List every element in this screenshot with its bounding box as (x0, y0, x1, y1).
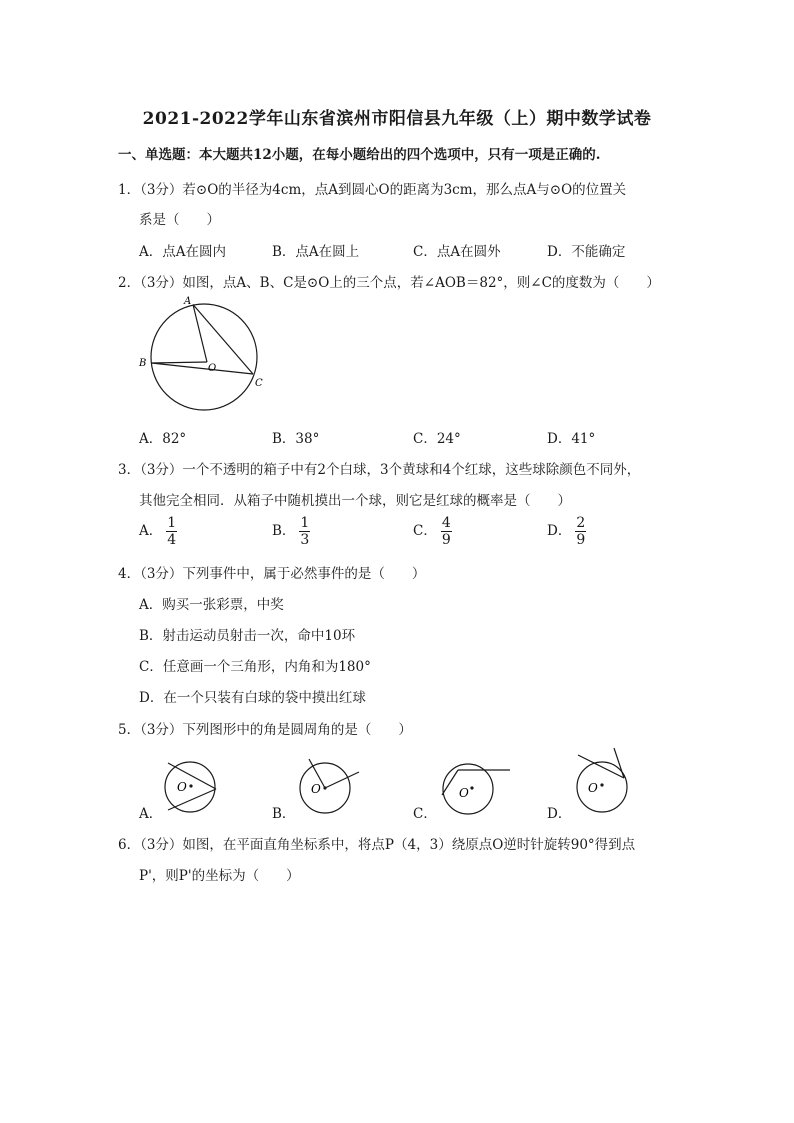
q5-option-c: C． (413, 806, 437, 822)
q2-segment-bc (152, 363, 254, 374)
q6-stem-line1: 6．（3分）如图，在平面直角坐标系中，将点P（4，3）绕原点O逆时针旋转90°得到点 (118, 837, 636, 853)
q4-stem: 4．（3分）下列事件中，属于必然事件的是（ ） (118, 566, 426, 582)
q3-option-c-fraction (441, 515, 452, 548)
q3-option-d-denominator: 9 (576, 532, 586, 548)
q3-option-c-denominator: 9 (441, 532, 451, 548)
q3-option-c (413, 515, 452, 548)
q1-option-c: C．点A在圆外 (413, 244, 501, 260)
q1-stem-line1: 1．（3分）若⊙O的半径为4cm，点A到圆心O的距离为3cm，那么点A与⊙O的位置关 (118, 182, 627, 198)
q3-option-c-label: C． (413, 523, 437, 539)
q2-circle-figure (132, 296, 272, 420)
q5-figure-b (293, 755, 365, 817)
q3-option-b-label: B． (272, 523, 296, 539)
q1-stem-line2: 系是（ ） (139, 212, 220, 228)
q3-stem-line1: 3．（3分）一个不透明的箱子中有2个白球，3个黄球和4个红球，这些球除颜色不同外， (118, 462, 641, 478)
q3-option-a-denominator: 4 (167, 532, 177, 548)
q3-stem-line2: 其他完全相同．从箱子中随机摸出一个球，则它是红球的概率是（ ） (139, 493, 571, 509)
q1-option-d: D．不能确定 (547, 244, 626, 260)
q3-option-d-numerator: 2 (576, 515, 586, 531)
q5-option-a: A． (139, 806, 163, 822)
q2-option-b: B．38° (272, 431, 320, 447)
q5-figure-d-label: O (588, 781, 598, 795)
q3-option-a-numerator: 1 (167, 515, 177, 531)
section-heading: 一、单选题：本大题共12小题，在每小题给出的四个选项中，只有一项是正确的. (118, 147, 601, 163)
q2-option-d: D．41° (547, 431, 596, 447)
q5-figure-c (438, 757, 514, 817)
q3-option-b-numerator: 1 (300, 515, 310, 531)
q1-option-b: B．点A在圆上 (272, 244, 360, 260)
q5-stem: 5．（3分）下列图形中的角是圆周角的是（ ） (118, 722, 412, 738)
q2-label-o: O (208, 363, 217, 374)
q4-option-d: D．在一个只装有白球的袋中摸出红球 (139, 690, 366, 706)
q1-option-a: A．点A在圆内 (139, 244, 226, 260)
q3-option-d (547, 515, 586, 548)
q3-option-c-numerator: 4 (441, 515, 451, 531)
q6-stem-line2: P'，则P'的坐标为（ ） (139, 868, 300, 884)
q3-option-a-label: A． (139, 523, 163, 539)
q5-figure-d (568, 744, 636, 816)
q4-option-b: B．射击运动员射击一次，命中10环 (139, 628, 356, 644)
q5-figure-b-label: O (311, 782, 321, 796)
q2-stem: 2．（3分）如图，点A、B、C是⊙O上的三个点，若∠AOB＝82°，则∠C的度数为（ ） (118, 275, 660, 291)
q4-option-c: C．任意画一个三角形，内角和为180° (139, 659, 371, 675)
q2-segment-ob (152, 362, 208, 363)
q5-figure-a (162, 757, 224, 817)
q2-circle (151, 304, 257, 410)
q3-option-a-fraction (166, 515, 177, 548)
q5-figure-a-label: O (177, 780, 187, 794)
q5-option-d: D． (547, 806, 572, 822)
q4-option-a: A．购买一张彩票，中奖 (139, 597, 284, 613)
q2-option-a: A．82° (139, 431, 187, 447)
q3-option-b-denominator: 3 (300, 532, 310, 548)
q3-option-b (272, 515, 310, 548)
q2-label-b: B (139, 358, 147, 369)
page-title: 2021-2022学年山东省滨州市阳信县九年级（上）期中数学试卷 (142, 109, 652, 129)
q3-option-a (139, 515, 177, 548)
q2-label-a: A (184, 296, 192, 307)
q3-option-d-fraction (575, 515, 586, 548)
q3-option-d-label: D． (547, 523, 572, 539)
q2-option-c: C．24° (413, 431, 461, 447)
q5-option-b: B． (272, 806, 296, 822)
q5-figure-c-label: O (459, 786, 469, 800)
q3-option-b-fraction (299, 515, 310, 548)
q2-label-c: C (255, 378, 263, 389)
